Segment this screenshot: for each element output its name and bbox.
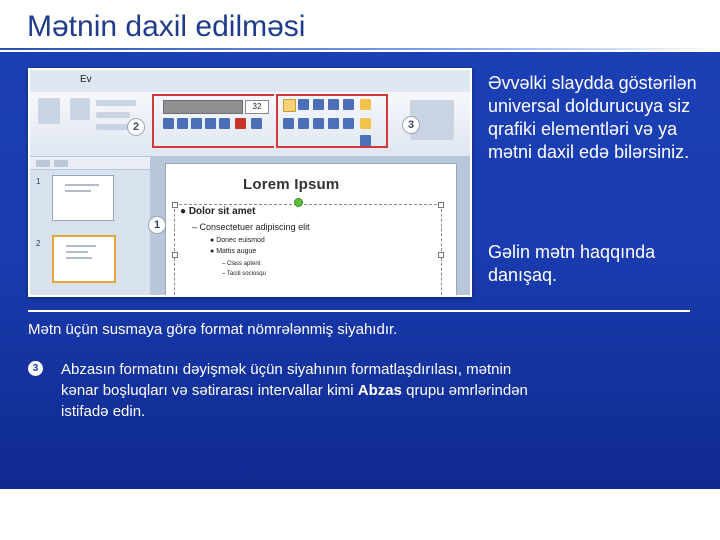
callout-3: 3	[402, 116, 420, 134]
title-divider	[0, 48, 720, 50]
slide-thumbnail-pane	[30, 157, 151, 295]
bullet-level-3: ● Donec euismod	[210, 237, 265, 244]
slide-editor	[151, 157, 470, 295]
tab-home[interactable]: Ev	[80, 74, 92, 85]
slide-page	[165, 163, 457, 297]
resize-handle[interactable]	[172, 202, 178, 208]
callout-bracket-paragraph	[276, 94, 388, 148]
new-slide-icon[interactable]	[70, 98, 90, 120]
layout-item[interactable]	[96, 100, 136, 106]
thumbnail-number: 1	[36, 177, 41, 186]
thumbnail-tabs	[30, 157, 150, 170]
slide-thumbnail-1[interactable]	[52, 175, 114, 221]
bold-term: Abzas	[357, 382, 402, 399]
resize-handle[interactable]	[438, 202, 444, 208]
side-paragraph-1: Əvvəlki slaydda göstərilən universal doldurucuya siz qrafiki elementləri və ya mətni daxil edə bilərsiniz.	[488, 73, 697, 162]
font-size-box[interactable]: 32	[245, 100, 269, 114]
bullet-level-3: ● Mattis augue	[210, 248, 257, 255]
thumbnail-number: 2	[36, 239, 41, 248]
rotate-handle[interactable]	[294, 198, 303, 207]
side-paragraph-2: Gəlin mətn haqqında danışaq.	[488, 242, 656, 285]
body-item-text: Abzasın formatını dəyişmək üçün siyahının formatlaşdırılası, mətnin kənar boşluqları və sətirarası intervallar kimi Abzas qrupu əmrlərindən istifadə edin.	[61, 361, 528, 420]
numbered-bullet: 3	[28, 361, 43, 376]
callout-bracket-font	[152, 94, 274, 148]
ribbon	[30, 92, 470, 157]
slide-thumbnail-2[interactable]	[52, 235, 116, 283]
callout-2: 2	[127, 118, 145, 136]
bullet-level-2: – Consectetuer adipiscing elit	[192, 222, 310, 232]
outline-tab[interactable]	[54, 160, 68, 167]
bullet-level-4: – Taciti sociosqu	[222, 271, 266, 277]
body-line-1: Mətn üçün susmaya görə format nömrələnmiş siyahıdır.	[28, 321, 398, 338]
resize-handle[interactable]	[172, 252, 178, 258]
paste-icon[interactable]	[38, 98, 60, 124]
bullet-level-1: ● Dolor sit amet	[180, 206, 256, 217]
slide-title-placeholder[interactable]: Lorem Ipsum	[243, 176, 340, 193]
slide-title: Mətnin daxil edilməsi	[27, 10, 306, 43]
bullet-level-4: – Class aptent	[222, 261, 261, 267]
reset-item[interactable]	[96, 112, 130, 118]
callout-1: 1	[148, 216, 166, 234]
powerpoint-screenshot	[28, 68, 472, 297]
slides-tab[interactable]	[36, 160, 50, 167]
body-divider	[28, 310, 690, 312]
ribbon-tab-bar	[30, 70, 470, 93]
resize-handle[interactable]	[438, 252, 444, 258]
